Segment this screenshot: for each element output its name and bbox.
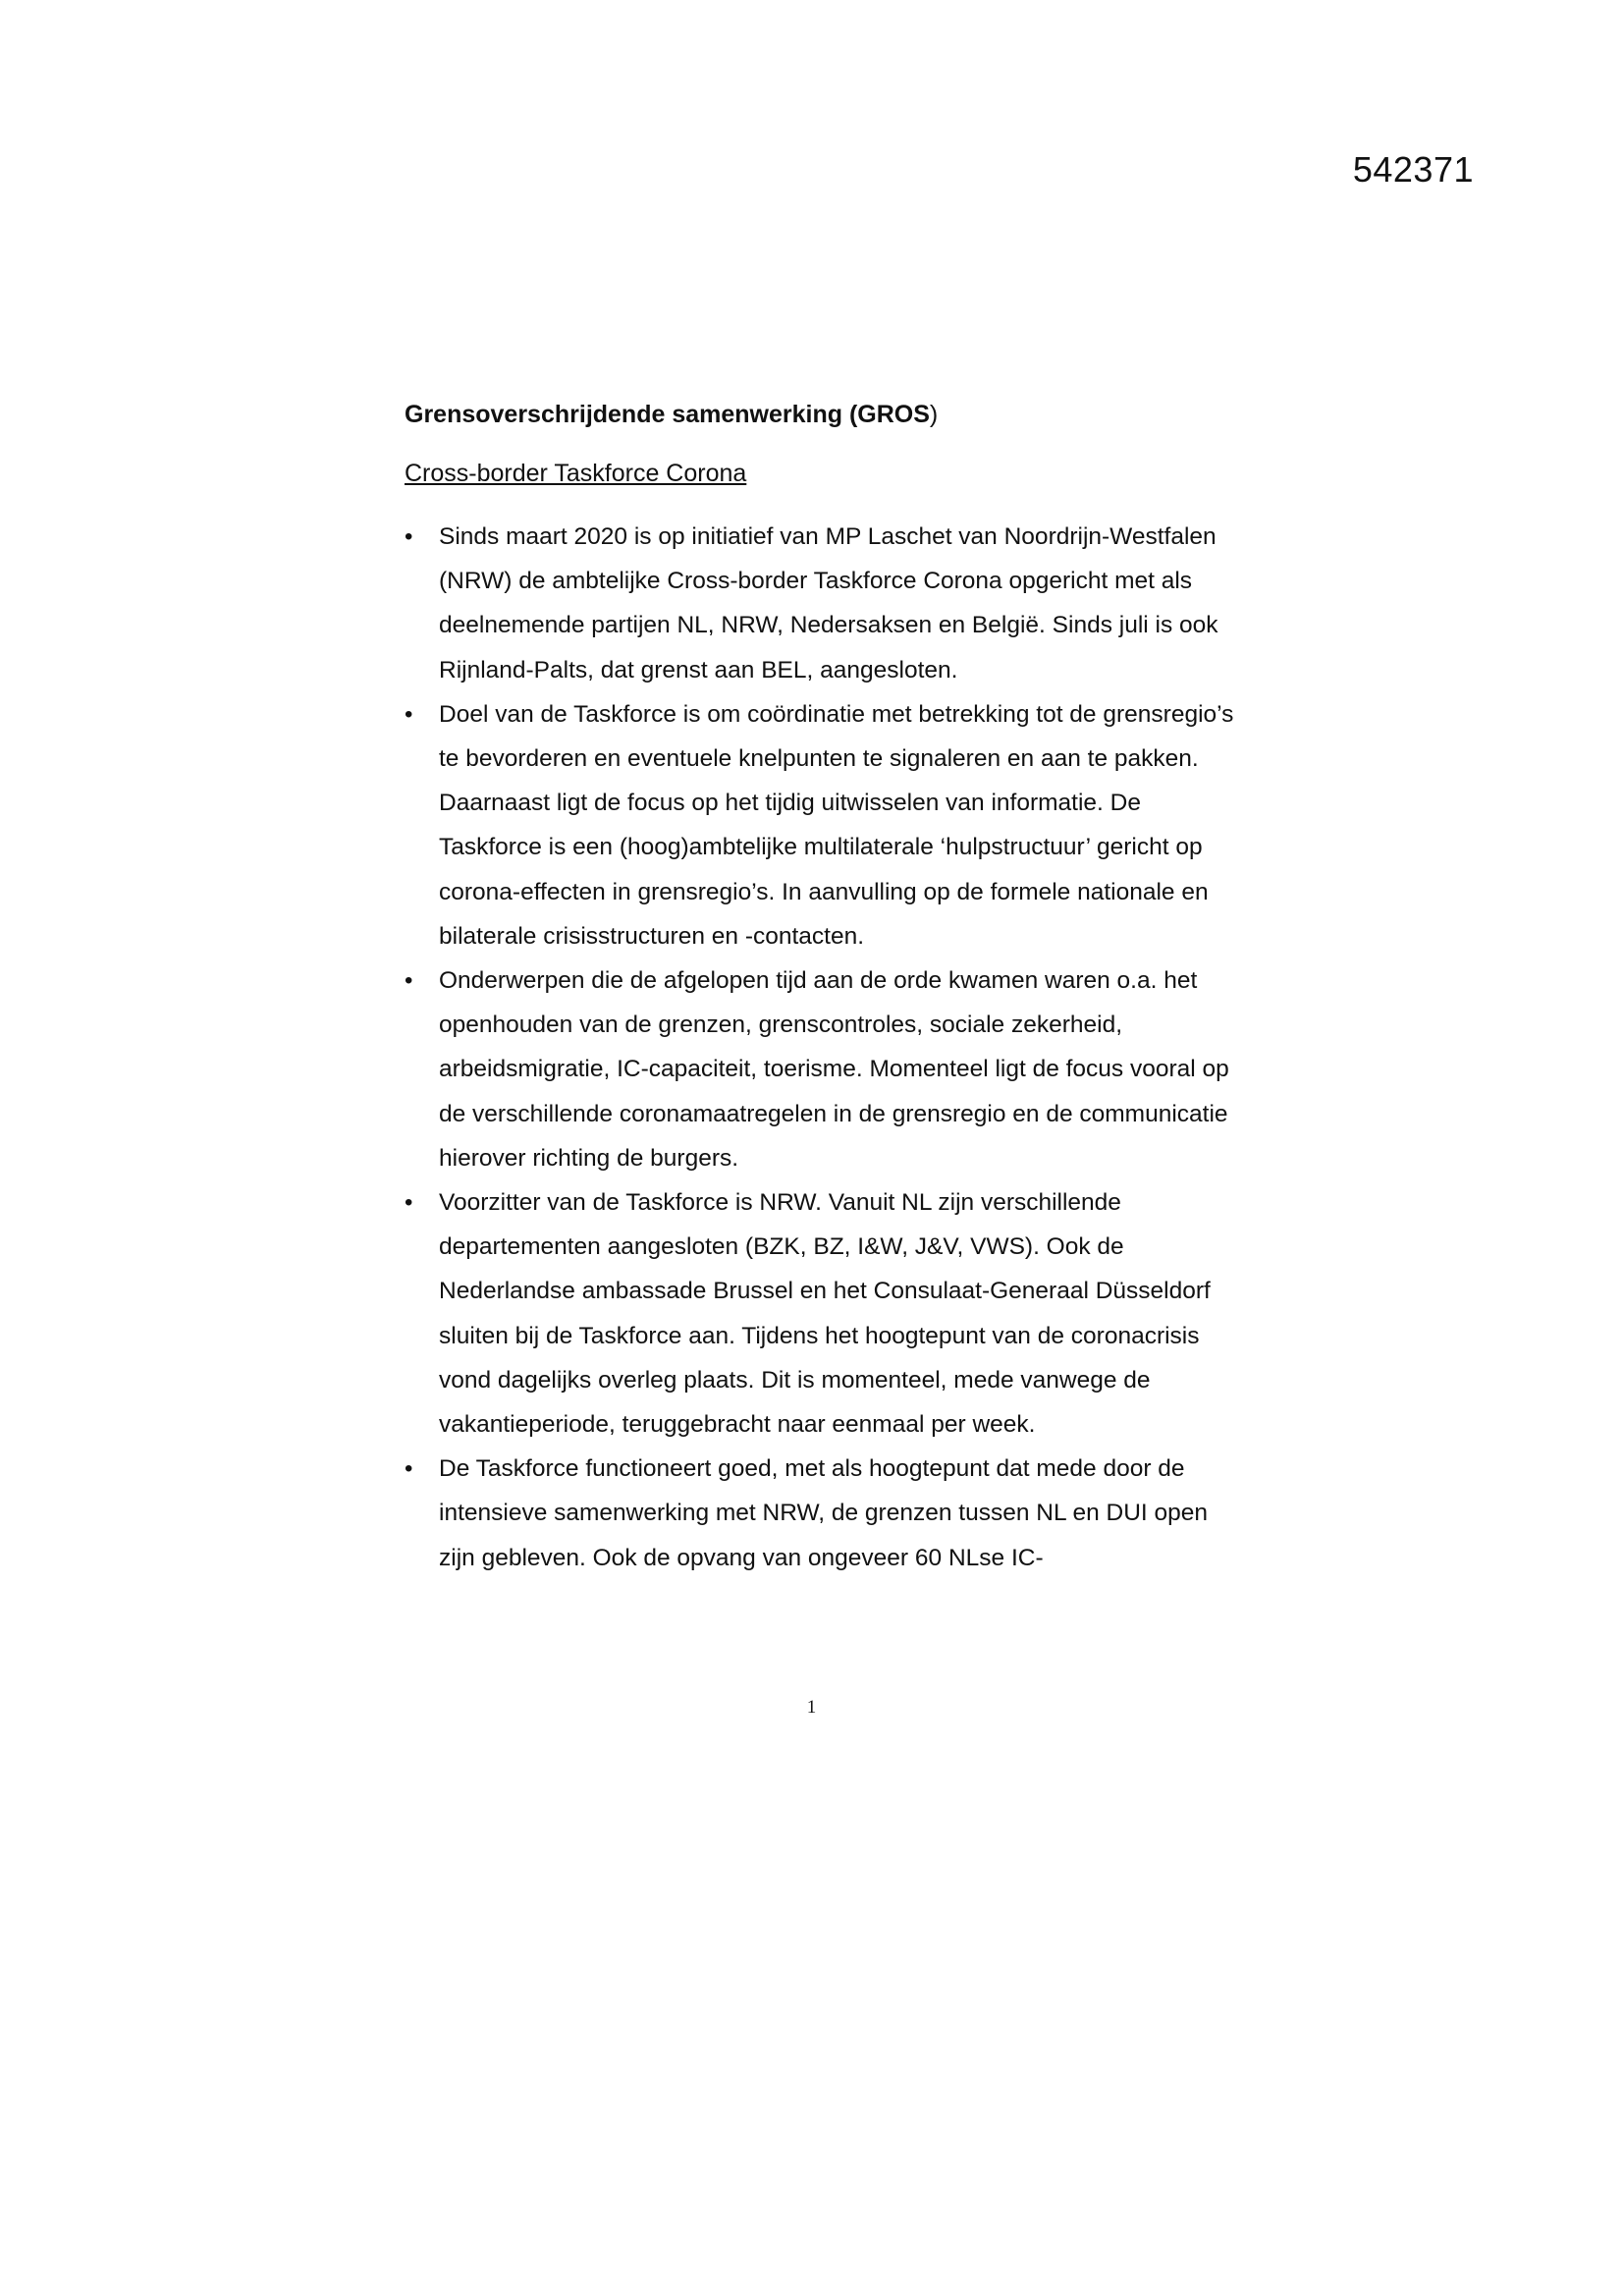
bullet-text: • Voorzitter van de Taskforce is NRW. Vanuit NL zijn verschillende departementen aangesloten (BZK, BZ, I&W, J&V, VWS). Ook de Nederlandse ambassade Brussel en het Consulaat-Generaal Düsseldorf sluiten bij de Taskforce aan. Tijdens het hoogtepunt van de coronacrisis vond dagelijks overleg plaats. Dit is momenteel, mede vanwege de vakantieperiode, teruggebracht naar eenmaal per week. — [439, 1189, 1211, 1439]
bullet-text: • Sinds maart 2020 is op initiatief van MP Laschet van Noordrijn-Westfalen (NRW) de ambtelijke Cross-border Taskforce Corona opgericht met als deelnemende partijen NL, NRW, Nedersaksen en België. Sinds juli is ook Rijnland-Palts, dat grenst aan BEL, aangesloten. — [439, 523, 1218, 683]
bullet-list — [405, 515, 1249, 1580]
bullet-item — [405, 1447, 1249, 1580]
document-body — [405, 395, 1249, 1580]
bullet-text: • Onderwerpen die de afgelopen tijd aan de orde kwamen waren o.a. het openhouden van de grenzen, grenscontroles, sociale zekerheid, arbeidsmigratie, IC-capaciteit, toerisme. Momenteel ligt de focus vooral op de verschillende coronamaatregelen in de grensregio en de communicatie hierover richting de burgers. — [439, 967, 1229, 1172]
bullet-item — [405, 1180, 1249, 1447]
bullet-item — [405, 692, 1249, 958]
bullet-text: • De Taskforce functioneert goed, met als hoogtepunt dat mede door de intensieve samenwerking met NRW, de grenzen tussen NL en DUI open zijn gebleven. Ook de opvang van ongeveer 60 NLse IC- — [439, 1455, 1209, 1571]
document-number: 542371 — [1352, 149, 1474, 190]
bullet-item — [405, 515, 1249, 692]
section-heading-text: Grensoverschrijdende samenwerking (GROS — [405, 401, 930, 428]
bullet-item — [405, 958, 1249, 1180]
bullet-text: • Doel van de Taskforce is om coördinatie met betrekking tot de grensregio’s te bevorderen en eventuele knelpunten te signaleren en aan te pakken. Daarnaast ligt de focus op het tijdig uitwisselen van informatie. De Taskforce is een (hoog)ambtelijke multilaterale ‘hulpstructuur’ gericht op corona-effecten in grensregio’s. In aanvulling op de formele nationale en bilaterale crisisstructuren en -contacten. — [439, 700, 1234, 950]
section-heading-close: ) — [929, 401, 939, 428]
section-subheading: Cross-border Taskforce Corona — [405, 460, 747, 487]
page-number: 1 — [806, 1697, 817, 1718]
section-heading — [405, 395, 1249, 434]
